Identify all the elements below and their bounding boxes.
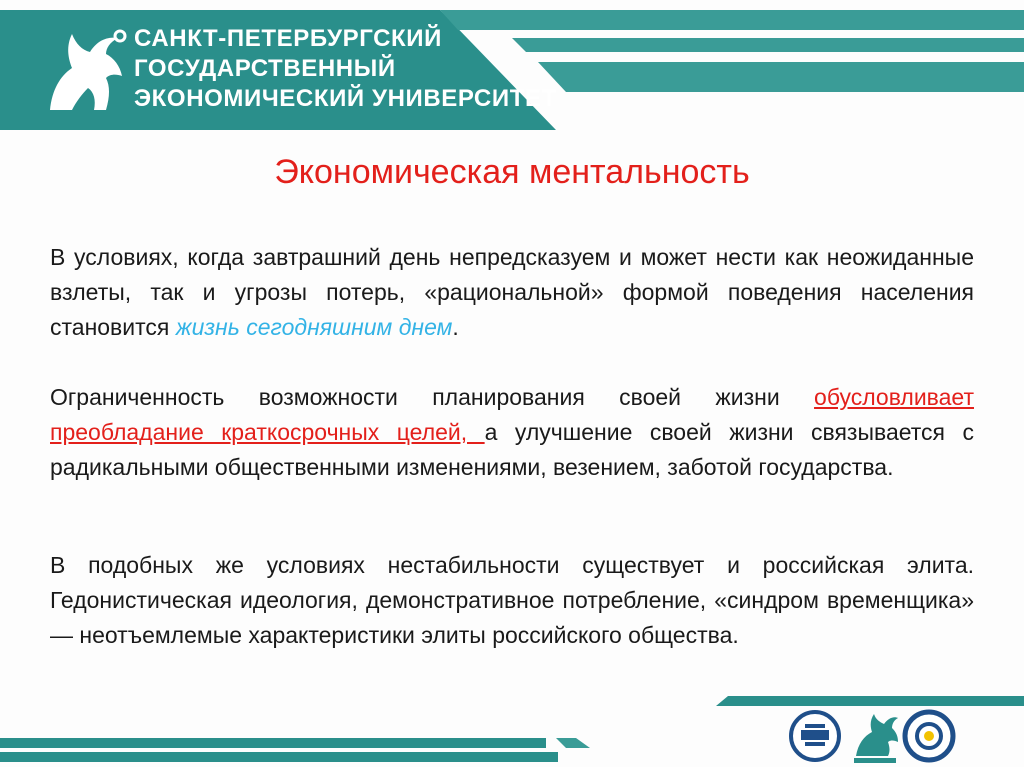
- paragraph-2-text: Ограниченность возможности планирования своей жизни: [50, 384, 815, 410]
- university-line-1: САНКТ-ПЕТЕРБУРГСКИЙ: [134, 25, 442, 52]
- paragraph-2-end: а улучшение своей жизни связывается с радикальными общественными изменениями, везением, заботой государства.: [50, 419, 974, 480]
- university-name: [134, 24, 557, 114]
- paragraph-1-highlight: жизнь сегодняшним днем: [175, 314, 453, 340]
- griffin-icon: [36, 24, 132, 116]
- paragraph-1-end: .: [452, 314, 459, 340]
- university-line-3: ЭКОНОМИЧЕСКИЙ УНИВЕРСИТЕТ: [134, 85, 557, 112]
- paragraph-2: [50, 380, 974, 485]
- paragraph-3-text: В подобных же условиях нестабильности существует и российская элита. Гедонистическая идеология, демонстративное потребление, «синдром временщика» — неотъемлемые характеристики элиты российского общества.: [50, 552, 974, 648]
- paragraph-1: [50, 240, 974, 345]
- paragraph-1-text: В условиях, когда завтрашний день непредсказуем и может нести как неожиданные взлеты, так и угрозы потерь, «рациональной» формой поведения населения становится: [50, 244, 974, 340]
- griffin-emblem-icon: [848, 708, 902, 764]
- paragraph-2-highlight: обусловливает преобладание краткосрочных целей,: [50, 384, 974, 445]
- paragraph-3: [50, 548, 974, 653]
- circle-emblem-icon: [902, 708, 956, 764]
- slide-title: Экономическая ментальность: [274, 153, 750, 191]
- university-line-2: ГОСУДАРСТВЕННЫЙ: [134, 55, 396, 82]
- finec-emblem-icon: [788, 708, 842, 764]
